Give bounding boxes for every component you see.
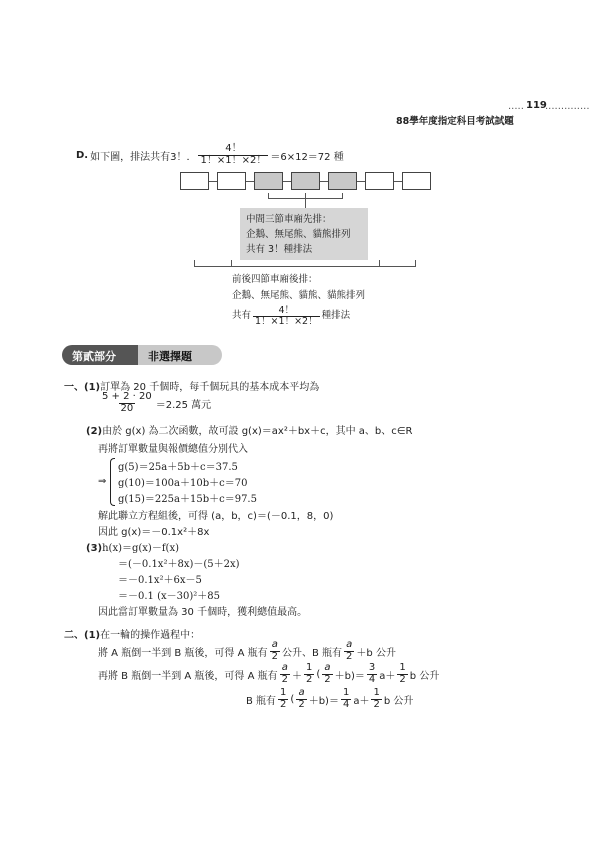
outer-note-line1: 前後四節車廂後排： xyxy=(232,274,318,285)
car-connector xyxy=(209,181,217,182)
q2-part1-text: 在一輪的操作過程中： xyxy=(100,630,201,641)
q2-line3-mid: a＋ xyxy=(353,695,370,707)
q1-part3-line4: ＝－0.1 (x－30)²＋85 xyxy=(118,591,220,602)
car-connector xyxy=(320,181,328,182)
train-car-1 xyxy=(180,172,209,190)
section-title-label: 非選擇題 xyxy=(148,350,192,363)
q2-line1-frac-a xyxy=(270,640,280,662)
q1-part1-frac-num: 5 + 2 · 20 xyxy=(102,391,152,402)
q2-line2-frac2 xyxy=(304,663,314,685)
q1-part3-conc: 因此當訂單數量為 30 千個時，獲利總值最高。 xyxy=(98,607,308,618)
q2-line2-frac4 xyxy=(367,663,377,685)
middle-note-line1: 中間三節車廂先排： xyxy=(246,214,332,225)
frac-num: 1 xyxy=(306,662,313,673)
outer-note-line2: 企鵝、無尾熊、貓熊、貓熊排列 xyxy=(232,290,366,301)
q2-line2 xyxy=(98,663,439,685)
q1-part3-line1: h(x)＝g(x)－f(x) xyxy=(102,543,179,554)
frac-num: 3 xyxy=(368,662,376,673)
q2-line3-paren-a: ( xyxy=(290,693,295,705)
q1-system-arrow: ⇒ xyxy=(98,476,107,487)
train-car-3 xyxy=(254,172,283,190)
q1-system-eq3: g(15)＝225a＋15b＋c＝97.5 xyxy=(118,494,257,505)
section-d-result: ＝6×12＝72 種 xyxy=(270,151,344,163)
frac-num: 1 xyxy=(399,662,406,673)
outer-note-frac-num: 4！ xyxy=(278,305,295,316)
q1-part2-text: 由於 g(x) 為二次函數，故可設 g(x)＝ax²＋bx＋c，其中 a、b、c∈R xyxy=(102,426,413,437)
frac-den: 2 xyxy=(298,698,305,710)
outer-note-fraction xyxy=(253,306,320,327)
q2-line2-end: b 公升 xyxy=(409,670,440,682)
q2-line1-c: ＋b 公升 xyxy=(356,647,396,659)
q1-part1-frac-den: 20 xyxy=(120,402,134,414)
frac-num: a xyxy=(271,639,278,650)
frac-num: 1 xyxy=(373,687,380,698)
outer-note-prefix: 共有 xyxy=(232,310,252,322)
q2-line3 xyxy=(246,688,413,710)
q1-part3-line2: ＝(－0.1x²＋8x)－(5＋2x) xyxy=(118,559,240,570)
q2-line3-end: b 公升 xyxy=(383,695,414,707)
section-d-frac-num: 4！ xyxy=(225,143,242,154)
q1-part3 xyxy=(86,539,179,554)
frac-num: a xyxy=(298,687,305,698)
outer-bracket-tick xyxy=(194,260,195,266)
frac-num: a xyxy=(281,662,288,673)
q2-part1-label: 二、(1) xyxy=(64,630,101,641)
q1-part2-text2: 再將訂單數量與報價總值分別代入 xyxy=(98,444,248,455)
middle-note-line3: 共有 3！種排法 xyxy=(246,244,313,255)
q2-line2-plus: ＋ xyxy=(292,670,302,682)
q2-line2-a: 再將 B 瓶倒一半到 A 瓶後，可得 A 瓶有 xyxy=(98,670,278,682)
q1-part2-label: (2) xyxy=(86,426,103,437)
section-title-band xyxy=(62,345,222,365)
outer-note-frac-den: 1！×1！×2！ xyxy=(255,315,318,327)
q2-line2-paren-a: ( xyxy=(316,668,321,680)
q1-part1-result: ＝2.25 萬元 xyxy=(155,399,212,411)
q2-line3-frac2 xyxy=(296,688,306,710)
car-connector xyxy=(394,181,402,182)
q2-part1 xyxy=(64,626,200,641)
frac-num: 1 xyxy=(280,687,287,698)
outer-bracket-tick xyxy=(231,260,232,266)
section-d-line xyxy=(76,144,344,166)
frac-den: 2 xyxy=(346,650,353,662)
train-car-5 xyxy=(328,172,357,190)
outer-cars-note xyxy=(232,272,365,327)
train-car-7 xyxy=(402,172,431,190)
outer-bracket-tick xyxy=(415,260,416,266)
q2-line1-a: 將 A 瓶倒一半到 B 瓶後，可得 A 瓶有 xyxy=(98,647,268,659)
q2-line3-a: B 瓶有 xyxy=(246,695,277,707)
q1-part2 xyxy=(86,422,412,437)
frac-den: 2 xyxy=(306,673,313,685)
frac-den: 2 xyxy=(281,673,288,685)
section-d-fraction xyxy=(198,144,268,166)
frac-den: 4 xyxy=(368,673,376,685)
section-d-text: 如下圖，排法共有3！． xyxy=(90,151,197,163)
q1-part1-text: 訂單為 20 千個時，每千個玩具的基本成本平均為 xyxy=(100,382,320,393)
frac-den: 2 xyxy=(271,650,278,662)
outer-note-suffix: 種排法 xyxy=(321,310,351,322)
q1-part1-calc xyxy=(98,392,211,414)
q2-line2-mid: a＋ xyxy=(379,670,396,682)
q2-line1 xyxy=(98,640,396,662)
q1-part2-conc: 因此 g(x)＝－0.1x²＋8x xyxy=(98,527,210,538)
outer-note-line3 xyxy=(232,306,365,327)
frac-den: 2 xyxy=(399,673,406,685)
q1-system-eq1: g(5)＝25a＋5b＋c＝37.5 xyxy=(118,462,238,473)
q2-line2-frac1 xyxy=(280,663,290,685)
car-connector xyxy=(246,181,254,182)
section-tag-label: 第貳部分 xyxy=(72,350,116,363)
train-car-4 xyxy=(291,172,320,190)
q1-part1-fraction xyxy=(100,392,154,414)
frac-num: a xyxy=(346,639,353,650)
section-d-label: D. xyxy=(76,149,89,161)
outer-bracket-tick xyxy=(379,260,380,266)
page-subtitle: 88學年度指定科目考試試題 xyxy=(396,116,514,127)
q1-part3-line3: ＝－0.1x²＋6x－5 xyxy=(118,575,202,586)
q1-part2-solve: 解此聯立方程組後，可得 (a，b，c)＝(－0.1，8，0) xyxy=(98,511,334,522)
q2-line1-frac-b xyxy=(344,640,354,662)
q2-line3-frac3 xyxy=(341,688,351,710)
train-car-6 xyxy=(365,172,394,190)
q1-part1-label: 一、(1) xyxy=(64,382,101,393)
q1-system-eq2: g(10)＝100a＋10b＋c＝70 xyxy=(118,478,248,489)
section-d-frac-den: 1！×1！×2！ xyxy=(200,154,267,166)
frac-den: 2 xyxy=(373,698,380,710)
middle-bracket-tick xyxy=(342,193,343,198)
q2-line2-paren-b: ＋b)＝ xyxy=(334,670,365,682)
q2-line2-frac5 xyxy=(397,663,407,685)
frac-num: 1 xyxy=(342,687,350,698)
frac-den: 2 xyxy=(280,698,287,710)
car-connector xyxy=(357,181,365,182)
middle-bracket-stem xyxy=(305,198,306,208)
middle-bracket-tick xyxy=(268,193,269,198)
train-car-2 xyxy=(217,172,246,190)
page-number: 119 xyxy=(526,100,547,111)
middle-note-line2: 企鵝、無尾熊、貓熊排列 xyxy=(246,229,351,240)
page-header-rule-left: ····· xyxy=(508,104,524,115)
frac-den: 2 xyxy=(324,673,331,685)
q2-line3-frac1 xyxy=(278,688,288,710)
q1-part3-label: (3) xyxy=(86,543,103,554)
q1-system-brace xyxy=(110,458,115,506)
q2-line1-b: 公升、B 瓶有 xyxy=(282,647,343,659)
q2-line3-paren-b: ＋b)＝ xyxy=(308,695,339,707)
outer-bracket xyxy=(194,266,416,267)
frac-den: 4 xyxy=(342,698,350,710)
q2-line3-frac4 xyxy=(371,688,381,710)
frac-num: a xyxy=(324,662,331,673)
page-header-rule-right: ·············· xyxy=(545,104,590,115)
car-connector xyxy=(283,181,291,182)
middle-cars-note xyxy=(240,208,368,260)
q2-line2-frac3 xyxy=(322,663,332,685)
